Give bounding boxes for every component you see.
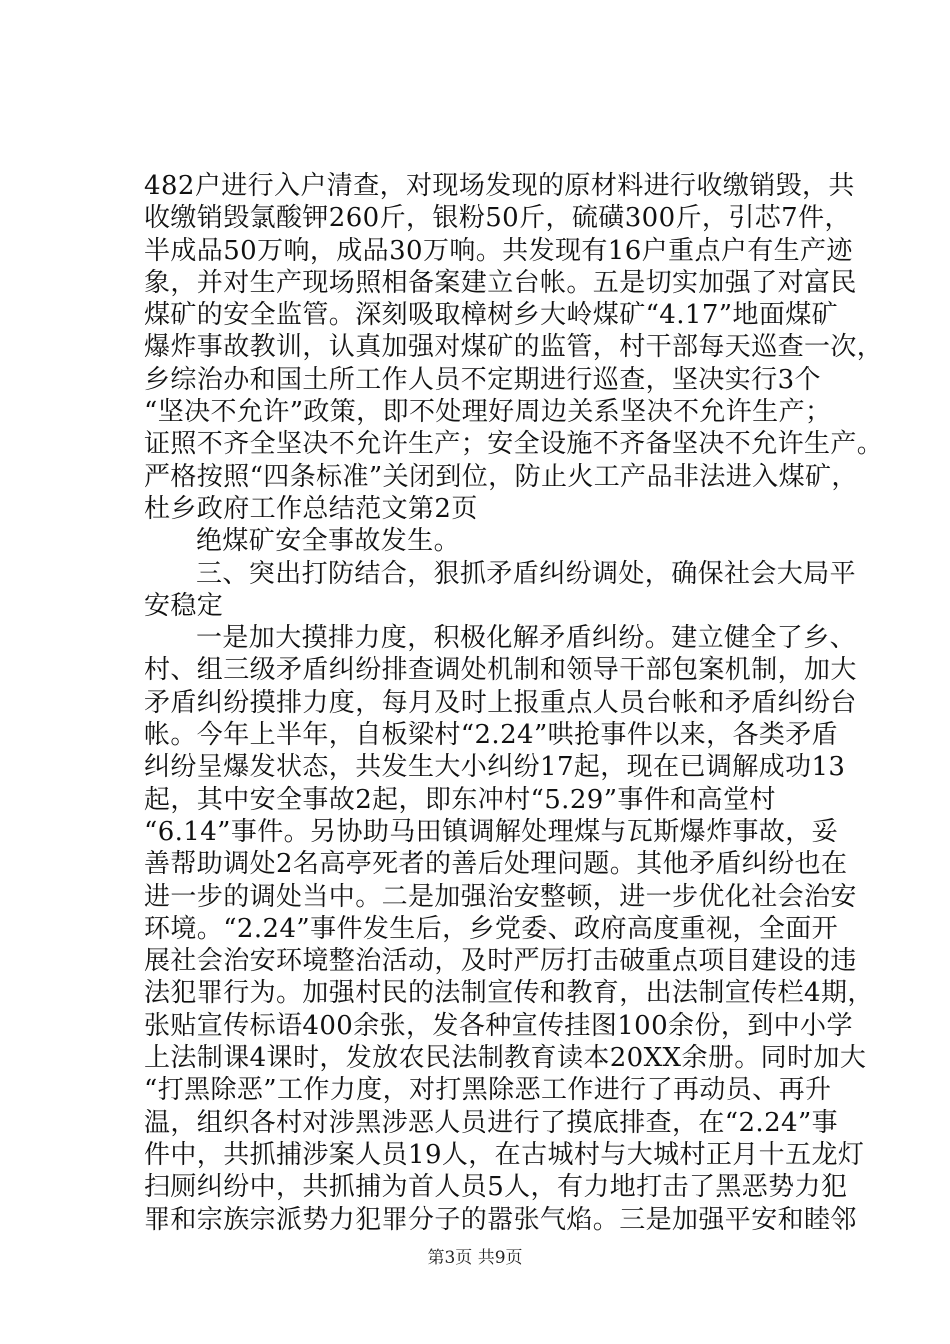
text-line: 起，其中安全事故2起，即东冲村“5.29”事件和高堂村: [144, 784, 776, 815]
text-line: 上法制课4课时，发放农民法制教育读本20XX余册。同时加大: [144, 1043, 867, 1074]
text-line: 温，组织各村对涉黑涉恶人员进行了摸底排查，在“2.24”事: [144, 1107, 839, 1138]
text-line: 严格按照“四条标准”关闭到位，防止火工产品非法进入煤矿，: [144, 461, 858, 492]
text-line: 收缴销毁氯酸钾260斤，银粉50斤，硫磺300斤，引芯7件，: [144, 203, 851, 234]
text-line: 一是加大摸排力度，积极化解矛盾纠纷。建立健全了乡、: [196, 623, 857, 654]
text-line: 展社会治安环境整治活动，及时严厉打击破重点项目建设的违: [144, 946, 857, 977]
text-line: 乡综治办和国土所工作人员不定期进行巡查，坚决实行3个: [144, 364, 821, 395]
text-line: 张贴宣传标语400余张，发各种宣传挂图100余份，到中小学: [144, 1010, 853, 1041]
text-line: 村、组三级矛盾纠纷排查调处机制和领导干部包案机制，加大: [144, 655, 857, 686]
text-line: 法犯罪行为。加强村民的法制宣传和教育，出法制宣传栏4期，: [144, 978, 874, 1009]
text-line: 半成品50万响，成品30万响。共发现有16户重点户有生产迹: [144, 235, 853, 266]
text-line: 象，并对生产现场照相备案建立台帐。五是切实加强了对富民: [144, 267, 857, 298]
text-line: 帐。今年上半年，自板梁村“2.24”哄抢事件以来，各类矛盾: [144, 720, 839, 751]
text-line: 三、突出打防结合，狠抓矛盾纠纷调处，确保社会大局平: [196, 558, 857, 589]
text-line: 纠纷呈爆发状态，共发生大小纠纷17起，现在已调解成功13: [144, 752, 846, 783]
text-line: 件中，共抓捕涉案人员19人，在古城村与大城村正月十五龙灯: [144, 1139, 865, 1170]
text-line: 杜乡政府工作总结范文第2页: [144, 493, 478, 524]
text-line: 证照不齐全坚决不允许生产；安全设施不齐备坚决不允许生产。: [144, 429, 884, 460]
text-line: “6.14”事件。另协助马田镇调解处理煤与瓦斯爆炸事故，妥: [144, 816, 839, 847]
text-line: 安稳定: [144, 590, 224, 621]
text-line: 扫厕纠纷中，共抓捕为首人员5人，有力地打击了黑恶势力犯: [144, 1172, 848, 1203]
text-line: “打黑除恶”工作力度，对打黑除恶工作进行了再动员、再升: [144, 1075, 832, 1106]
text-line: 绝煤矿安全事故发生。: [196, 526, 461, 557]
text-line: 爆炸事故教训，认真加强对煤矿的监管，村干部每天巡查一次，: [144, 332, 884, 363]
page-footer: 第3页 共9页: [427, 1248, 523, 1268]
text-line: 482户进行入户清查，对现场发现的原材料进行收缴销毁，共: [144, 171, 855, 201]
text-line: 罪和宗族宗派势力犯罪分子的嚣张气焰。三是加强平安和睦邻: [144, 1204, 857, 1235]
text-line: “坚决不允许”政策，即不处理好周边关系坚决不允许生产；: [144, 397, 832, 428]
body-text: [144, 170, 884, 1236]
text-line: 善帮助调处2名高亭死者的善后处理问题。其他矛盾纠纷也在: [144, 849, 848, 880]
text-line: 矛盾纠纷摸排力度，每月及时上报重点人员台帐和矛盾纠纷台: [144, 687, 857, 718]
text-line: 环境。“2.24”事件发生后，乡党委、政府高度重视，全面开: [144, 913, 839, 944]
text-line: 煤矿的安全监管。深刻吸取樟树乡大岭煤矿“4.17”地面煤矿: [144, 300, 839, 331]
text-line: 进一步的调处当中。二是加强治安整顿，进一步优化社会治安: [144, 881, 857, 912]
